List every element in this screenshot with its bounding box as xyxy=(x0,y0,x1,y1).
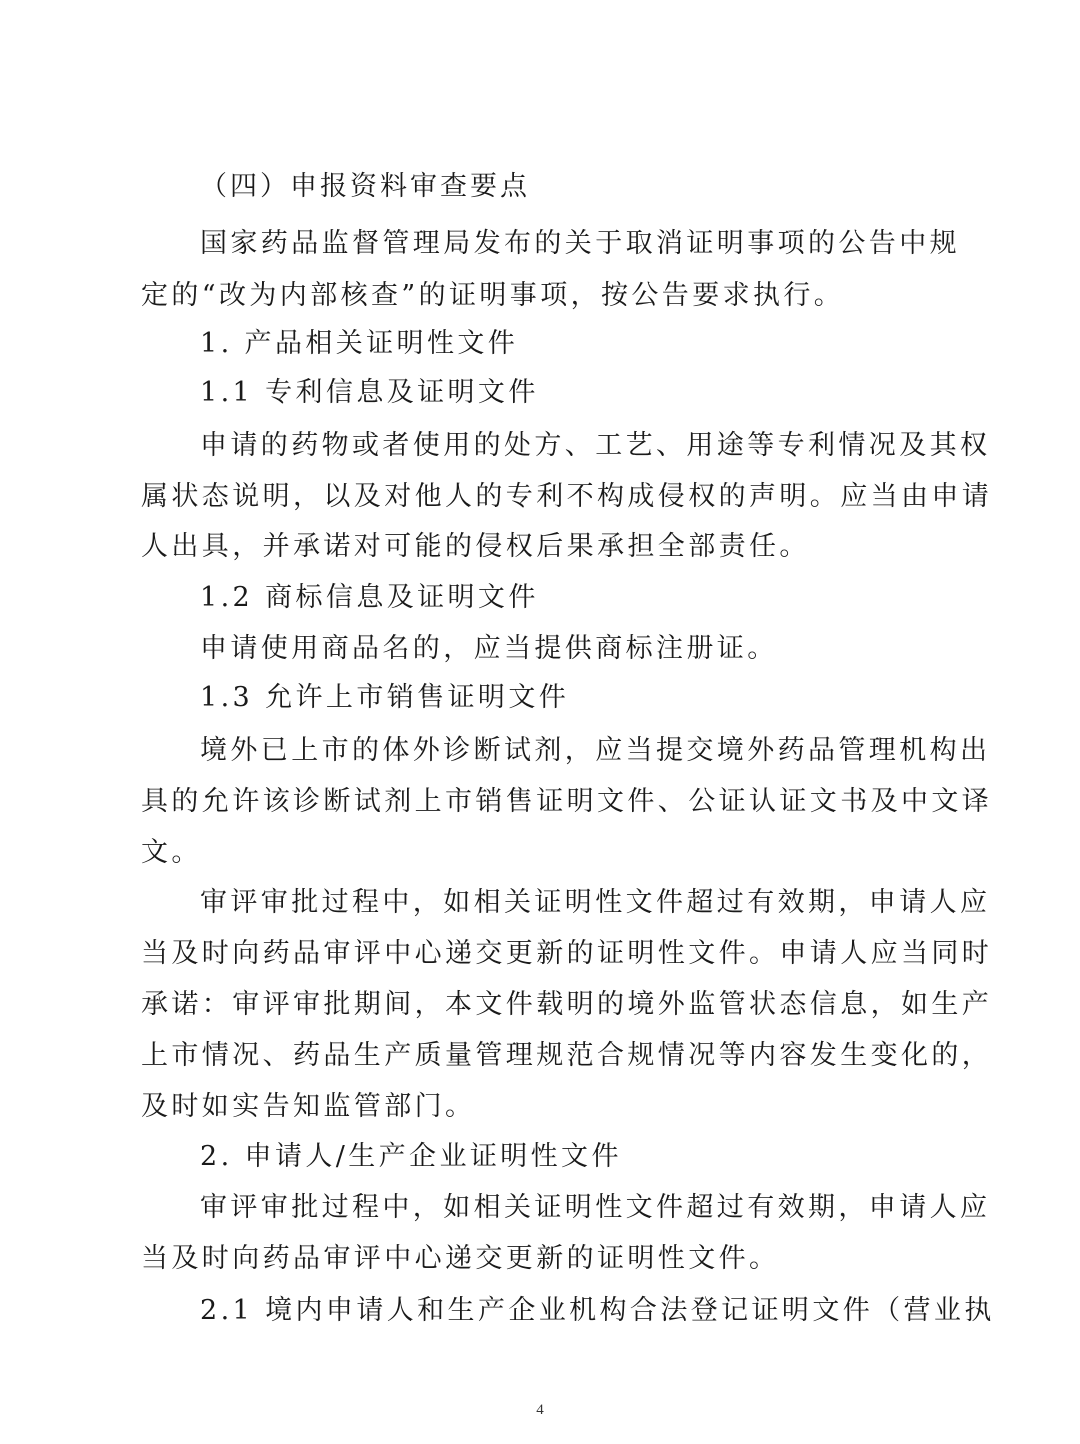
subsection-heading: 1. 产品相关证明性文件 xyxy=(200,328,519,359)
subsection-heading: 1.3 允许上市销售证明文件 xyxy=(200,682,570,713)
paragraph-line: 申请的药物或者使用的处方、工艺、用途等专利情况及其权 xyxy=(200,430,991,461)
paragraph-line: 属状态说明，以及对他人的专利不构成侵权的声明。应当由申请 xyxy=(141,481,993,512)
subsection-heading: 2.1 境内申请人和生产企业机构合法登记证明文件（营业执 xyxy=(200,1295,995,1326)
subsection-heading: 1.2 商标信息及证明文件 xyxy=(200,582,539,613)
paragraph-line: 人出具，并承诺对可能的侵权后果承担全部责任。 xyxy=(141,531,810,562)
paragraph-line: 申请使用商品名的，应当提供商标注册证。 xyxy=(200,633,778,664)
subsection-heading: 2. 申请人/生产企业证明性文件 xyxy=(200,1141,622,1172)
paragraph-line: 当及时向药品审评中心递交更新的证明性文件。申请人应当同时 xyxy=(141,938,993,969)
paragraph-line: 上市情况、药品生产质量管理规范合规情况等内容发生变化的， xyxy=(141,1040,993,1071)
section-heading: （四）申报资料审查要点 xyxy=(200,171,530,202)
paragraph-line: 境外已上市的体外诊断试剂，应当提交境外药品管理机构出 xyxy=(200,735,991,766)
paragraph-line: 及时如实告知监管部门。 xyxy=(141,1091,476,1122)
paragraph-line: 审评审批过程中，如相关证明性文件超过有效期，申请人应 xyxy=(200,1192,991,1223)
paragraph-line: 国家药品监督管理局发布的关于取消证明事项的公告中规 xyxy=(200,228,960,259)
paragraph-line: 承诺：审评审批期间，本文件载明的境外监管状态信息，如生产 xyxy=(141,989,993,1020)
page-number: 4 xyxy=(536,1402,544,1418)
paragraph-line: 具的允许该诊断试剂上市销售证明文件、公证认证文书及中文译 xyxy=(141,786,993,817)
paragraph-line: 审评审批过程中，如相关证明性文件超过有效期，申请人应 xyxy=(200,887,991,918)
paragraph-line: 文。 xyxy=(141,837,202,868)
paragraph-line: 当及时向药品审评中心递交更新的证明性文件。 xyxy=(141,1243,780,1274)
subsection-heading: 1.1 专利信息及证明文件 xyxy=(200,377,539,408)
paragraph-line: 定的“改为内部核查”的证明事项，按公告要求执行。 xyxy=(141,280,845,311)
